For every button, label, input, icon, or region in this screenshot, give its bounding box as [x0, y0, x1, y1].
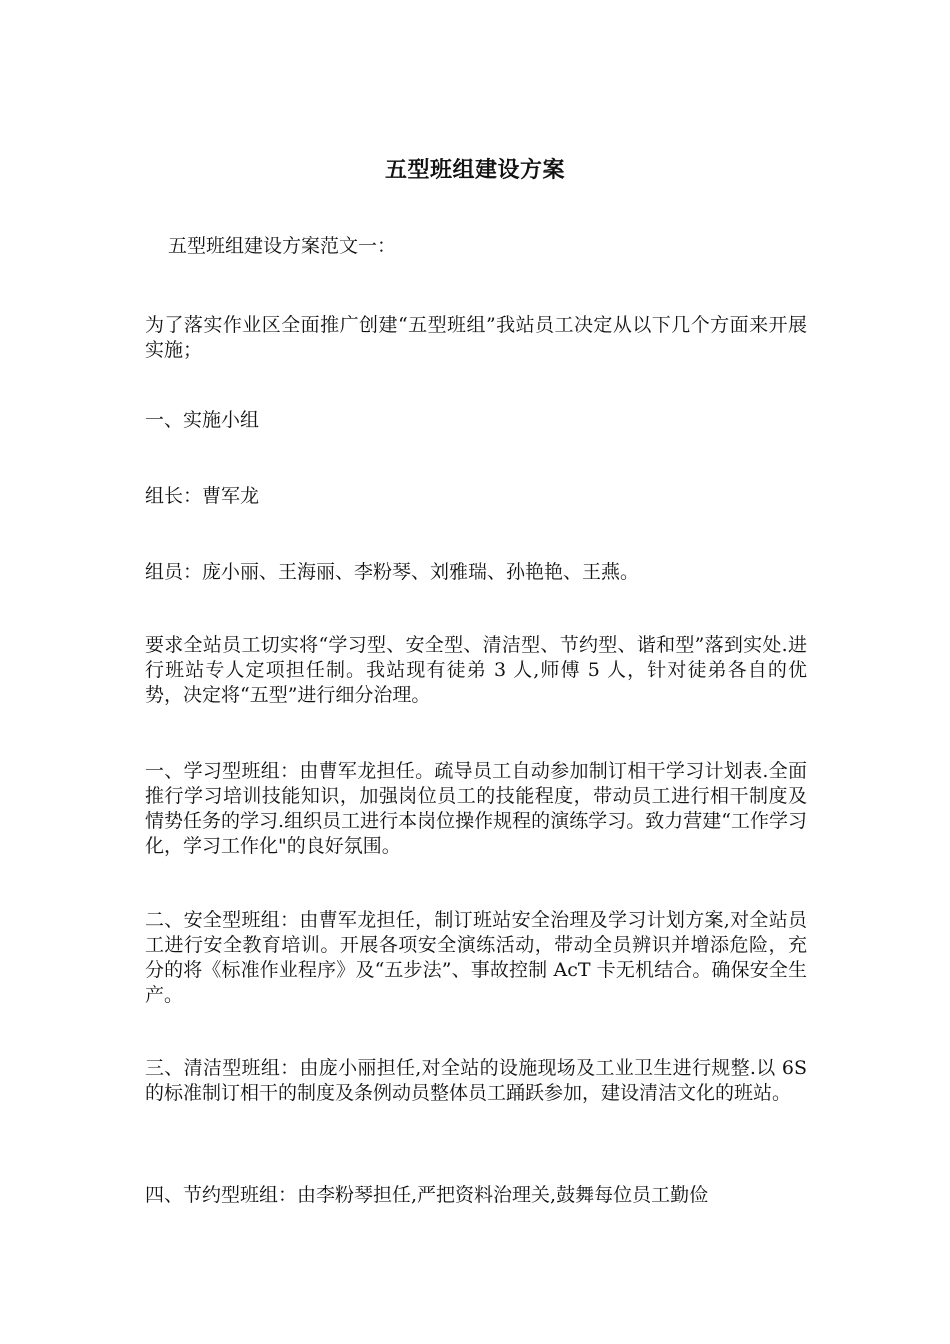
paragraph-learning-team: 一、学习型班组：由曹军龙担任。疏导员工自动参加制订相干学习计划表.全面推行学习培训技能知识，加强岗位员工的技能程度，带动员工进行相干制度及情势任务的学习.组织员工进行本岗位操作规程的演练学习。致力营建“工作学习化，学习工作化"的良好氛围。 — [145, 760, 807, 857]
document-title: 五型班组建设方案 — [384, 157, 565, 183]
paragraph-intro: 为了落实作业区全面推广创建“五型班组”我站员工决定从以下几个方面来开展实施； — [145, 314, 807, 361]
paragraph-group-members: 组员：庞小丽、王海丽、李粉琴、刘雅瑞、孙艳艳、王燕。 — [145, 561, 640, 583]
paragraph-cleanliness-team: 三、清洁型班组：由庞小丽担任,对全站的设施现场及工业卫生进行规整.以 6S 的标准制订相干的制度及条例动员整体员工踊跃参加，建设清洁文化的班站。 — [145, 1057, 807, 1104]
document-subtitle: 五型班组建设方案范文一： — [168, 235, 397, 257]
paragraph-group-leader: 组长：曹军龙 — [145, 485, 260, 507]
paragraph-economy-team: 四、节约型班组：由李粉琴担任,严把资料治理关,鼓舞每位员工勤俭 — [145, 1184, 709, 1206]
paragraph-safety-team: 二、安全型班组：由曹军龙担任，制订班站安全治理及学习计划方案,对全站员工进行安全教育培训。开展各项安全演练活动，带动全员辨识并增添危险，充分的将《标准作业程序》及“五步法”、事故控制 AcT 卡无机结合。确保安全生产。 — [145, 909, 807, 1006]
paragraph-requirements: 要求全站员工切实将“学习型、安全型、清洁型、节约型、谐和型”落到实处.进行班站专人定项担任制。我站现有徒弟 3 人,师傅 5 人，针对徒弟各自的优势，决定将“五型”进行细分治理。 — [145, 634, 807, 706]
heading-implementation-group: 一、实施小组 — [145, 409, 260, 431]
